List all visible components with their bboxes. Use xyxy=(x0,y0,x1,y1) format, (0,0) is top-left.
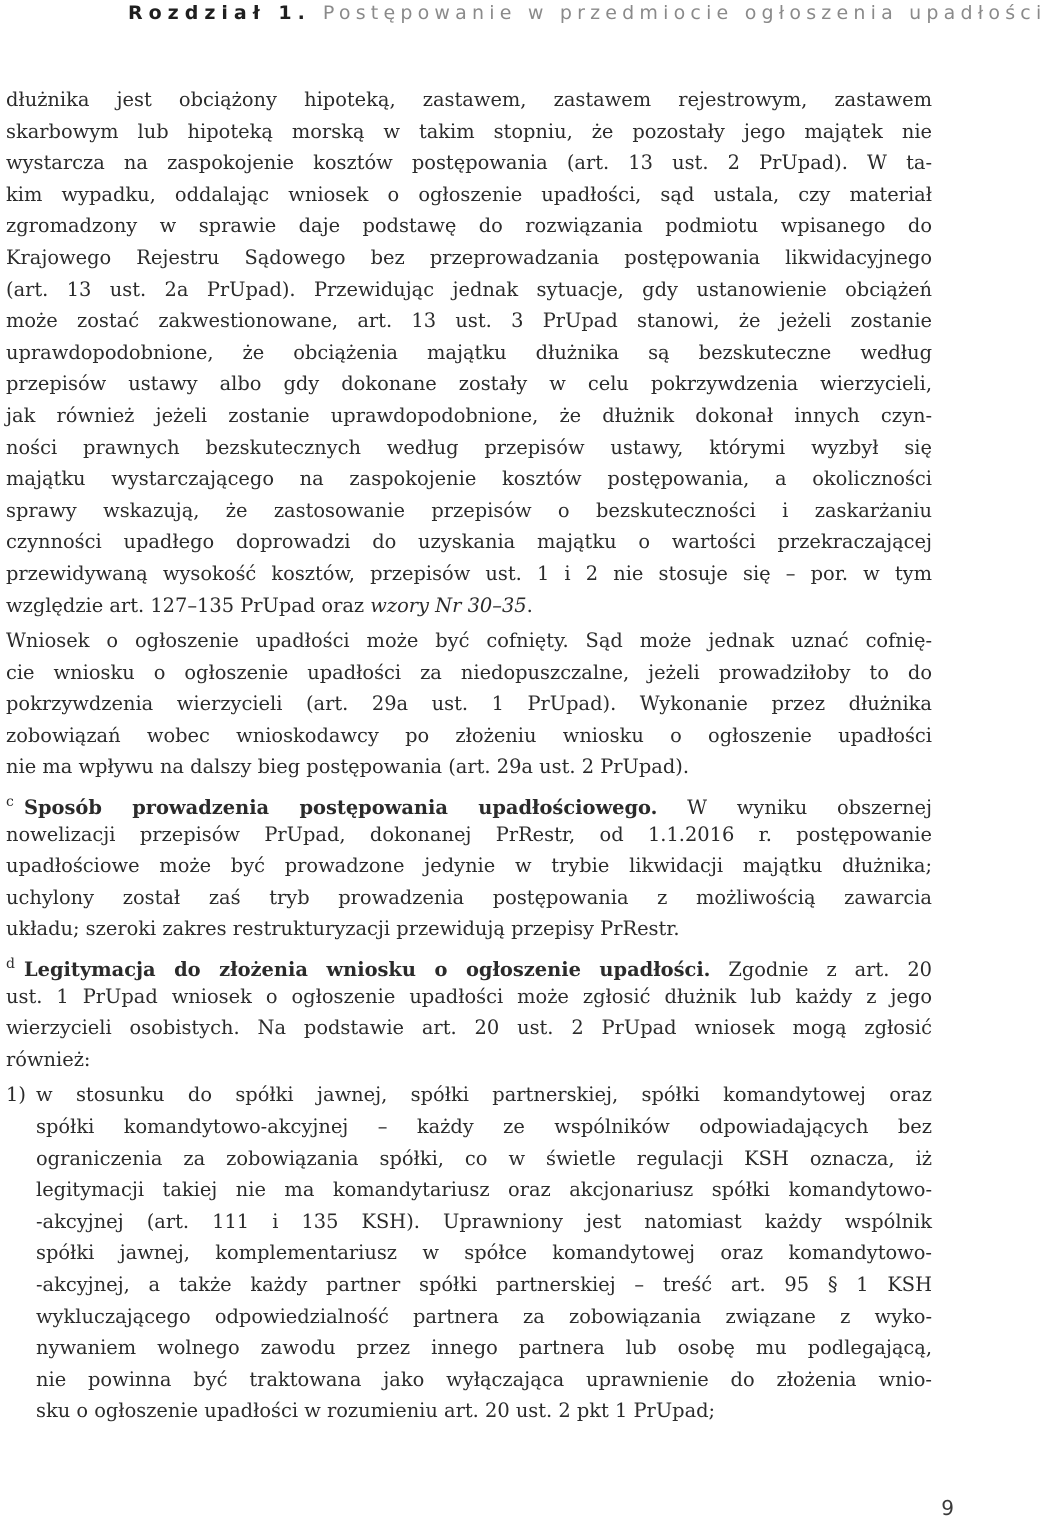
list-item-number: 1) xyxy=(6,1083,26,1107)
text-line: sku o ogłoszenie upadłości w rozumieniu art. 20 ust. 2 pkt 1 PrUpad; xyxy=(36,1399,716,1423)
text-line: -akcyjnej (art. 111 i 135 KSH). Uprawniony jest natomiast każdy wspólnik xyxy=(36,1209,932,1233)
text-line xyxy=(6,590,932,622)
text-line: również: xyxy=(6,1047,91,1071)
form-reference: wzory Nr 30–35 xyxy=(370,593,527,617)
text-line: czynności upadłego doprowadzi do uzyskania majątku o wartości przekraczającej xyxy=(6,530,932,554)
body-text xyxy=(6,84,932,1427)
text-line: skarbowym lub hipoteką morską w takim stopniu, że pozostały jego majątek nie xyxy=(6,119,932,143)
text-fragment: Zgodnie z art. 20 xyxy=(710,958,932,982)
text-line: może zostać zakwestionowane, art. 13 ust. 3 PrUpad stanowi, że jeżeli zostanie xyxy=(6,309,932,333)
text-line: wystarcza na zaspokojenie kosztów postępowania (art. 13 ust. 2 PrUpad). W ta- xyxy=(6,151,932,175)
section-heading: Sposób prowadzenia postępowania upadłościowego. xyxy=(24,796,658,820)
text-line: nie powinna być traktowana jako wyłączająca uprawnienie do złożenia wnio- xyxy=(36,1367,932,1391)
text-line: przepisów ustawy albo gdy dokonane zostały w celu pokrzywdzenia wierzycieli, xyxy=(6,372,932,396)
text-line: wierzycieli osobistych. Na podstawie art. 20 ust. 2 PrUpad wniosek mogą zgłosić xyxy=(6,1016,932,1040)
chapter-label: Rozdział 1. xyxy=(128,2,311,24)
text-line: kim wypadku, oddalając wniosek o ogłoszenie upadłości, sąd ustala, czy materiał xyxy=(6,182,932,206)
chapter-title: Postępowanie w przedmiocie ogłoszenia upadłości xyxy=(322,2,1046,24)
text-line: pokrzywdzenia wierzycieli (art. 29a ust. 1 PrUpad). Wykonanie przez dłużnika xyxy=(6,692,932,716)
text-line: ograniczenia za zobowiązania spółki, co w świetle regulacji KSH oznacza, iż xyxy=(36,1146,932,1170)
text-line: układu; szeroki zakres restrukturyzacji przewidują przepisy PrRestr. xyxy=(6,917,680,941)
running-header xyxy=(128,2,1046,32)
text-line: -akcyjnej, a także każdy partner spółki partnerskiej – treść art. 95 § 1 KSH xyxy=(36,1272,932,1296)
section-c xyxy=(6,787,932,945)
text-line: ust. 1 PrUpad wniosek o ogłoszenie upadłości może zgłosić dłużnik lub każdy z jego xyxy=(6,984,932,1008)
text-line: Wniosek o ogłoszenie upadłości może być cofnięty. Sąd może jednak uznać cofnię- xyxy=(6,629,932,653)
text-line: majątku wystarczającego na zaspokojenie kosztów postępowania, a okoliczności xyxy=(6,467,932,491)
text-line: (art. 13 ust. 2a PrUpad). Przewidując jednak sytuacje, gdy ustanowienie obciążeń xyxy=(6,277,932,301)
text-line: zobowiązań wobec wnioskodawcy po złożeniu wniosku o ogłoszenie upadłości xyxy=(6,723,932,747)
margin-marker: d xyxy=(6,956,15,973)
text-line: legitymacji takiej nie ma komandytariusz oraz akcjonariusz spółki komandytowo- xyxy=(36,1178,932,1202)
text-line: Krajowego Rejestru Sądowego bez przeprowadzania postępowania likwidacyjnego xyxy=(6,245,932,269)
page-number: 9 xyxy=(941,1496,954,1520)
section-d xyxy=(6,949,932,1075)
text-line: cie wniosku o ogłoszenie upadłości za niedopuszczalne, jeżeli prowadziłoby to do xyxy=(6,660,932,684)
text-line xyxy=(6,949,932,981)
text-line xyxy=(6,787,932,819)
text-fragment: względzie art. 127–135 PrUpad oraz xyxy=(6,593,371,617)
text-line: ności prawnych bezskutecznych według przepisów ustawy, którymi wyzbył się xyxy=(6,435,932,459)
text-line: spółki komandytowo-akcyjnej – każdy ze wspólników odpowiadających bez xyxy=(36,1115,932,1138)
text-line: uprawdopodobnione, że obciążenia majątku dłużnika są bezskuteczne według xyxy=(6,340,932,364)
margin-marker: c xyxy=(6,794,14,811)
text-fragment: W wyniku obszernej xyxy=(657,796,932,820)
text-line: jak również jeżeli zostanie uprawdopodobnione, że dłużnik dokonał innych czyn- xyxy=(6,403,932,427)
text-line: w stosunku do spółki jawnej, spółki partnerskiej, spółki komandytowej oraz xyxy=(36,1083,932,1107)
text-line: zgromadzony w sprawie daje podstawę do rozwiązania podmiotu wpisanego do xyxy=(6,214,932,238)
text-line: nywaniem wolnego zawodu przez innego partnera lub osobę mu podlegającą, xyxy=(36,1336,932,1360)
text-line: wykluczającego odpowiedzialność partnera za zobowiązania związane z wyko- xyxy=(36,1304,932,1328)
text-line: upadłościowe może być prowadzone jedynie w trybie likwidacji majątku dłużnika; xyxy=(6,854,932,878)
text-line: uchylony został zaś tryb prowadzenia postępowania z możliwością zawarcia xyxy=(6,885,932,909)
text-line: nowelizacji przepisów PrUpad, dokonanej PrRestr, od 1.1.2016 r. postępowanie xyxy=(6,822,932,846)
text-fragment: . xyxy=(526,593,533,617)
text-line: nie ma wpływu na dalszy bieg postępowania (art. 29a ust. 2 PrUpad). xyxy=(6,755,689,779)
text-line: przewidywaną wysokość kosztów, przepisów ust. 1 i 2 nie stosuje się – por. w tym xyxy=(6,561,932,585)
paragraph-2 xyxy=(6,625,932,783)
paragraph-1 xyxy=(6,84,932,621)
text-line: sprawy wskazują, że zastosowanie przepisów o bezskuteczności i zaskarżaniu xyxy=(6,498,932,522)
section-heading: Legitymacja do złożenia wniosku o ogłoszenie upadłości. xyxy=(24,958,711,982)
list-item xyxy=(6,1079,932,1427)
text-line: spółki jawnej, komplementariusz w spółce komandytowej oraz komandytowo- xyxy=(36,1241,932,1265)
text-line: dłużnika jest obciążony hipoteką, zastawem, zastawem rejestrowym, zastawem xyxy=(6,88,932,111)
